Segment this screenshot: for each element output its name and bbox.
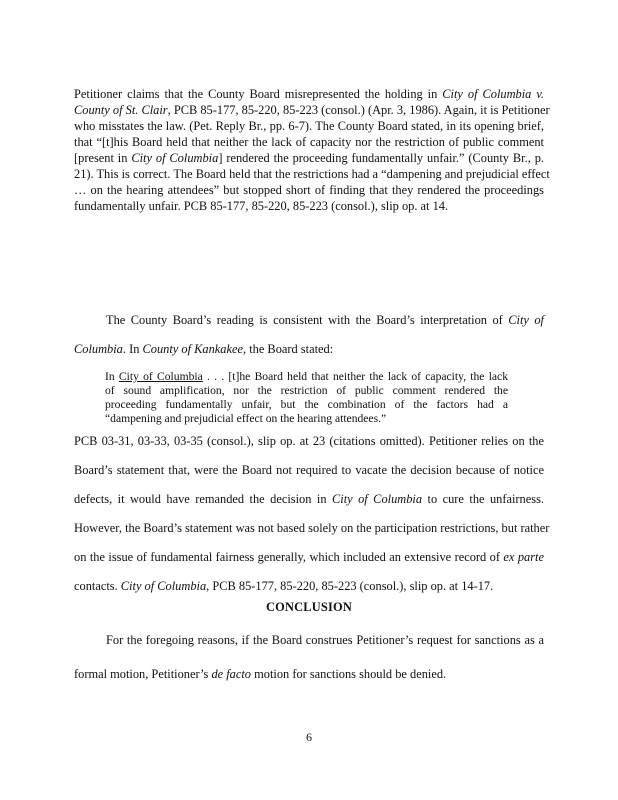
quote-line (105, 384, 508, 398)
quote-line (105, 398, 508, 412)
text-line (74, 433, 544, 449)
block-quote (105, 370, 508, 426)
text-line (74, 134, 544, 150)
text-run: However, the Board’s statement was not based solely on the participation restrictions, but rather (74, 521, 550, 535)
text-line (74, 666, 544, 682)
italic-citation: City of Columbia v. (442, 87, 545, 101)
italic-citation: City of (508, 313, 544, 327)
italic-citation: City of Columbia (120, 579, 207, 593)
text-run: ] rendered the proceeding fundamentally unfair.” (County Br., p. (218, 151, 544, 165)
text-line (74, 462, 544, 478)
text-run: , the Board stated: (243, 342, 334, 356)
text-line (74, 312, 544, 328)
text-line (74, 578, 544, 594)
text-line (74, 549, 544, 565)
text-run: [present in (74, 151, 132, 165)
italic-citation: Columbia (74, 342, 123, 356)
text-run: … on the hearing attendees” but stopped short of finding that they rendered the proceedings (74, 183, 544, 197)
text-run: , PCB 85-177, 85-220, 85-223 (consol.) (Apr. 3, 1986). Again, it is Petitioner (167, 103, 550, 117)
text-run: The County Board’s reading is consistent with the Board’s interpretation of (106, 313, 509, 327)
text-run: defects, it would have remanded the decision in (74, 492, 332, 506)
text-run: on the issue of fundamental fairness generally, which included an extensive record of (74, 550, 504, 564)
italic-citation: County of St. Clair (74, 103, 168, 117)
text-line (74, 520, 550, 536)
text-run: PCB 03-31, 03-33, 03-35 (consol.), slip op. at 23 (citations omitted). Petitioner relies on the (74, 434, 544, 448)
italic-citation: County of Kankakee (142, 342, 243, 356)
paragraph-columbia-holding (74, 86, 550, 214)
text-run: contacts. (74, 579, 121, 593)
italic-citation: City of Columbia (131, 151, 219, 165)
italic-citation: ex parte (503, 550, 544, 564)
text-line (74, 182, 544, 198)
text-run: proceeding fundamentally unfair, but the combination of the factors had a (105, 398, 508, 411)
page-number: 6 (306, 730, 312, 744)
text-run: to cure the unfairness. (422, 492, 544, 506)
text-line (74, 632, 544, 648)
text-run: , PCB 85-177, 85-220, 85-223 (consol.), slip op. at 14-17. (206, 579, 494, 593)
text-line (74, 341, 544, 357)
text-line (74, 102, 550, 118)
text-run: In (105, 370, 119, 383)
text-run: For the foregoing reasons, if the Board construes Petitioner’s request for sanctions as a (106, 633, 544, 647)
text-line (74, 118, 544, 134)
conclusion-heading: CONCLUSION (266, 600, 352, 614)
underlined-citation: City of Columbia (118, 370, 203, 383)
quote-line (105, 412, 508, 426)
text-run: formal motion, Petitioner’s (74, 667, 212, 681)
italic-citation: de facto (211, 667, 252, 681)
text-run: Petitioner claims that the County Board misrepresented the holding in (74, 87, 443, 101)
text-run: that “[t]his Board held that neither the lack of capacity nor the restriction of public comment (74, 135, 544, 149)
text-line (74, 166, 550, 182)
paragraph-kankakee-citation (74, 433, 550, 594)
text-run: . In (122, 342, 143, 356)
text-line (74, 198, 544, 214)
text-run: Board’s statement that, were the Board not required to vacate the decision because of notice (74, 463, 544, 477)
text-run: fundamentally unfair. PCB 85-177, 85-220, 85-223 (consol.), slip op. at 14. (74, 199, 449, 213)
text-run: “dampening and prejudicial effect on the hearing attendees.” (105, 412, 387, 425)
quote-line (105, 370, 508, 384)
italic-citation: City of Columbia (331, 492, 423, 506)
text-run: . . . [t]he Board held that neither the lack of capacity, the lack (202, 370, 508, 383)
text-run: motion for sanctions should be denied. (251, 667, 447, 681)
text-line (74, 86, 544, 102)
text-line (74, 150, 544, 166)
paragraph-conclusion (74, 632, 544, 682)
text-run: of sound amplification, nor the restriction of public comment rendered the (105, 384, 508, 397)
text-run: who misstates the law. (Pet. Reply Br., pp. 6-7). The County Board stated, in its opening brief, (74, 119, 544, 133)
text-line (74, 491, 544, 507)
paragraph-county-reading (74, 312, 544, 357)
text-run: 21). This is correct. The Board held that the restrictions had a “dampening and prejudicial effect (74, 167, 550, 181)
